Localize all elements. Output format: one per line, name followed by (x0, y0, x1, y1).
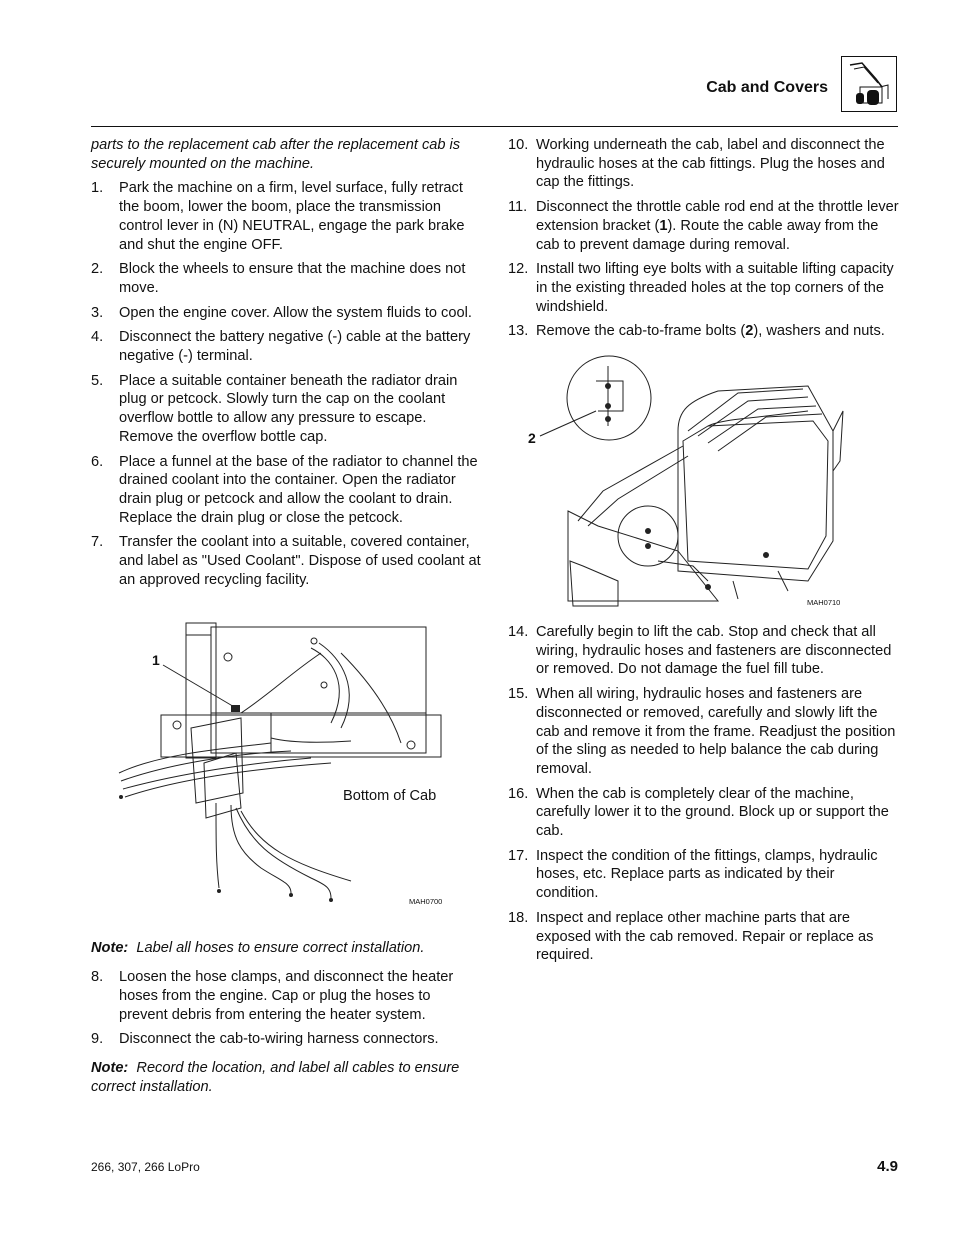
left-column (91, 136, 483, 1096)
step-text: Inspect the condition of the fittings, clamps, hydraulic hoses, etc. Replace parts as indicated by their condition. (536, 847, 878, 902)
figure-cab-removal (508, 351, 900, 623)
step-text: Block the wheels to ensure that the machine does not move. (119, 261, 466, 296)
right-column (508, 136, 900, 971)
step-14 (508, 623, 900, 679)
header-rule (91, 126, 898, 127)
step-13 (508, 322, 900, 341)
figure-code: MAH0710 (807, 598, 841, 608)
step-text: When all wiring, hydraulic hoses and fasteners are disconnected or removed, carefully and slowly lift the cab and remove it from the frame. Readjust the position of the sling as needed to help balance the cab during removal. (536, 686, 896, 777)
step-number: 4. (91, 329, 104, 346)
step-text: Transfer the coolant into a suitable, covered container, and label as "Used Coolant". Dispose of used coolant at an approved recycling facility. (119, 534, 481, 588)
step-8 (91, 968, 483, 1024)
note-label: Note: (91, 1059, 129, 1076)
callout-2: 2 (528, 430, 536, 447)
step-text: Park the machine on a firm, level surface, fully retract the boom, lower the boom, place the transmission control lever in (N) NEUTRAL, engage the park brake and shut the engine OFF. (119, 180, 465, 253)
step-text: Disconnect the battery negative (-) cable at the battery negative (-) terminal. (119, 329, 471, 365)
step-text: Inspect and replace other machine parts that are exposed with the cab removed. Repair or replace as required. (536, 909, 874, 964)
step-text: When the cab is completely clear of the machine, carefully lower it to the ground. Block up or support the cab. (536, 785, 889, 840)
step-text: Disconnect the cab-to-wiring harness connectors. (119, 1031, 439, 1048)
note-text: Label all hoses to ensure correct installation. (136, 940, 425, 957)
step-text: Disconnect the throttle cable rod end at the throttle lever extension bracket (1). Route the cable away from the cab to prevent damage during removal. (536, 199, 899, 253)
step-text: Install two lifting eye bolts with a suitable lifting capacity in the existing threaded holes at the top corners of the windshield. (536, 261, 894, 315)
step-number: 11. (508, 199, 528, 216)
step-number: 2. (91, 261, 104, 278)
step-number: 16. (508, 785, 529, 802)
step-text: Carefully begin to lift the cab. Stop and check that all wiring, hydraulic hoses and fasteners are disconnected or removed. Do not damage the fuel fill tube. (536, 624, 892, 678)
step-2 (91, 260, 483, 297)
step-15 (508, 685, 900, 779)
step-number: 13. (508, 323, 529, 340)
step-7 (91, 533, 483, 589)
step-number: 3. (91, 304, 104, 321)
step-3 (91, 304, 483, 323)
step-text: Open the engine cover. Allow the system fluids to cool. (119, 304, 472, 321)
bottom-of-cab-illustration (91, 613, 483, 931)
note-1 (91, 939, 483, 958)
footer-models: 266, 307, 266 LoPro (91, 1160, 200, 1174)
step-number: 14. (508, 624, 529, 641)
figure-bottom-of-cab (91, 613, 483, 931)
page-number: 4.9 (877, 1158, 898, 1175)
step-text: Loosen the hose clamps, and disconnect the heater hoses from the engine. Cap or plug the hoses to prevent debris from entering the heater system. (119, 969, 454, 1023)
cab-removal-illustration (508, 351, 900, 623)
step-number: 12. (508, 261, 529, 278)
step-number: 7. (91, 534, 104, 551)
step-number: 9. (91, 1031, 104, 1048)
step-17 (508, 847, 900, 903)
section-title: Cab and Covers (706, 79, 828, 96)
step-number: 15. (508, 686, 529, 703)
figure-caption: Bottom of Cab (343, 788, 437, 805)
note-2 (91, 1059, 483, 1096)
note-text: Record the location, and label all cables to ensure correct installation. (91, 1059, 460, 1095)
step-16 (508, 785, 900, 841)
step-text: Working underneath the cab, label and disconnect the hydraulic hoses at the cab fittings. Plug the hoses and cap the fittings. (536, 137, 885, 191)
callout-ref-1: 1 (659, 217, 668, 234)
note-label: Note: (91, 940, 129, 957)
step-number: 10. (508, 137, 529, 153)
figure-code: MAH0700 (409, 897, 443, 907)
intro-text: parts to the replacement cab after the replacement cab is securely mounted on the machine. (91, 137, 461, 172)
step-5 (91, 372, 483, 447)
step-10 (508, 136, 900, 192)
step-12 (508, 260, 900, 316)
step-6 (91, 453, 483, 528)
step-text: Remove the cab-to-frame bolts (2), washers and nuts. (536, 323, 885, 340)
callout-ref-2: 2 (745, 323, 754, 340)
step-number: 18. (508, 909, 529, 926)
step-text: Place a funnel at the base of the radiator to channel the drained coolant into the container. Open the radiator drain plug or petcock and allow the coolant to drain. Replace the drain plug or close the petcock. (119, 453, 478, 526)
step-text: Place a suitable container beneath the radiator drain plug or petcock. Slowly turn the cap on the coolant overflow bottle to allow any pressure to escape. Remove the overflow bottle cap. (119, 372, 458, 445)
step-number: 17. (508, 847, 529, 864)
telehandler-icon (841, 56, 897, 112)
step-4 (91, 328, 483, 365)
step-9 (91, 1030, 483, 1049)
step-number: 8. (91, 969, 104, 986)
step-number: 5. (91, 372, 104, 389)
step-number: 6. (91, 453, 104, 470)
step-11 (508, 198, 900, 254)
step-number: 1. (91, 180, 104, 197)
step-18 (508, 909, 900, 965)
step-1 (91, 179, 483, 254)
callout-1: 1 (152, 652, 160, 669)
